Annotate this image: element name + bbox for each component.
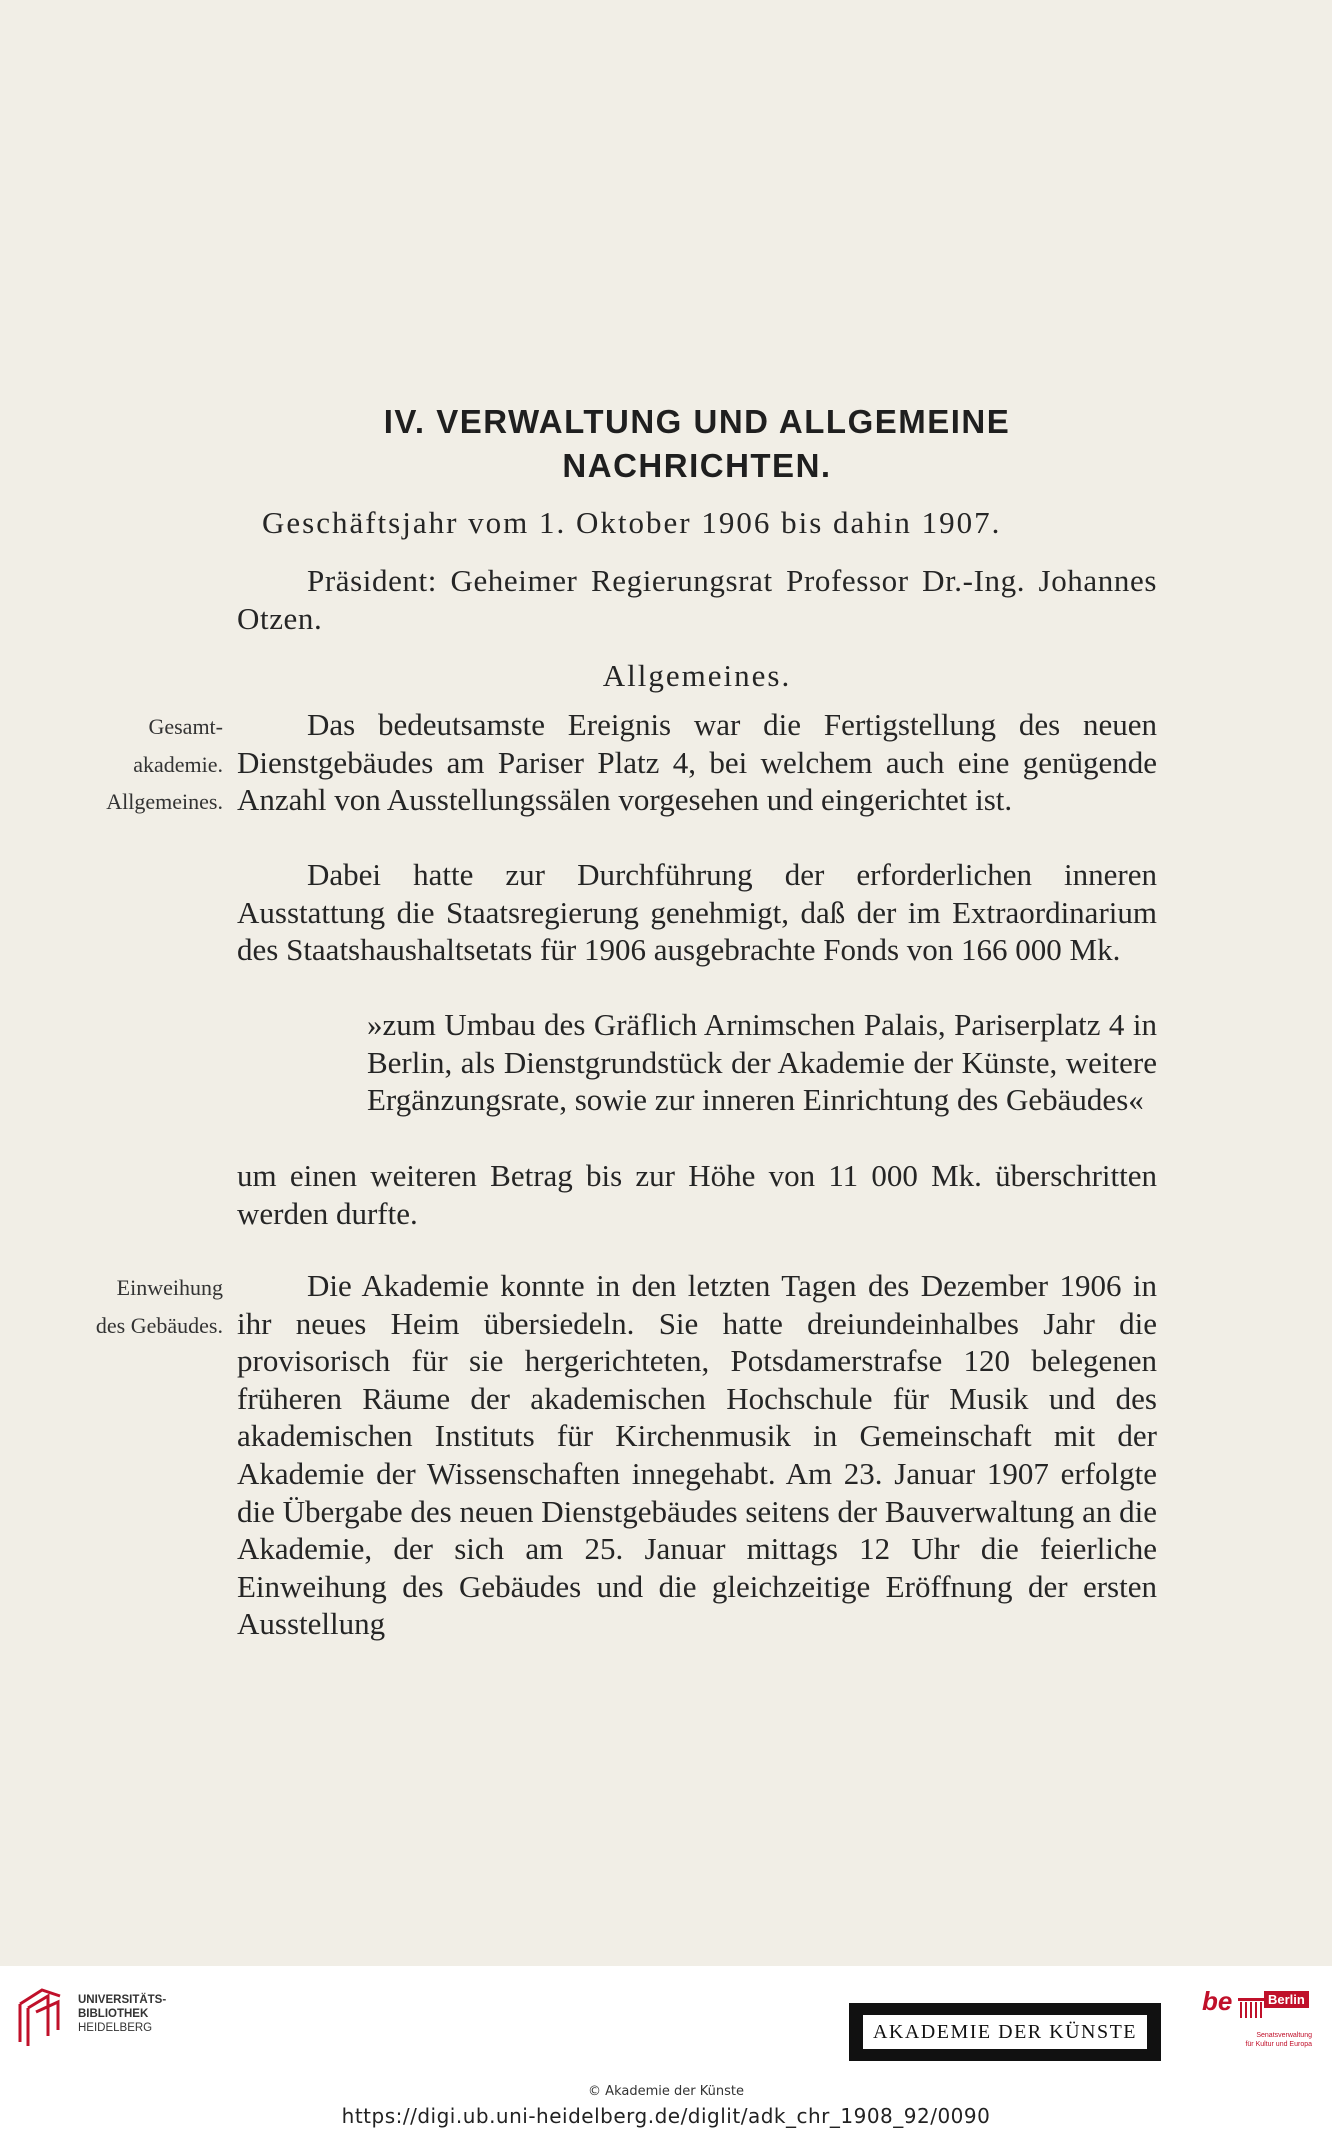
section-title: Allgemeines. <box>602 658 792 693</box>
margin-note-line: akademie. <box>133 751 223 777</box>
copyright-notice: © Akademie der Künste <box>588 2084 744 2099</box>
senate-line: für Kultur und Europa <box>1245 2041 1312 2048</box>
berlin-tag: Berlin <box>1264 1991 1309 2008</box>
library-line: HEIDELBERG <box>78 2022 153 2034</box>
akademie-logo-label: AKADEMIE DER KÜNSTE <box>863 2015 1147 2049</box>
margin-note-gesamtakademie <box>53 708 223 821</box>
akademie-logo <box>849 2003 1161 2061</box>
margin-note-einweihung <box>53 1269 223 1344</box>
be-berlin-logo-word: be <box>1202 1986 1233 2016</box>
senate-text <box>1228 2031 1312 2049</box>
paragraph-betrag: um einen weiteren Betrag bis zur Höhe von 11 000 Mk. überschritten werden durfte. <box>237 1158 1157 1231</box>
margin-note-line: Allgemeines. <box>106 789 223 815</box>
president-line: Präsident: Geheimer Regierungsrat Professor Dr.-Ing. Johannes Otzen. <box>237 563 1157 636</box>
paragraph-ausstattung: Dabei hatte zur Durchführung der erforderlichen inneren Ausstattung die Staatsregierung genehmigt, daß der im Extraordinarium des Staatshaushaltsetats für 1906 ausgebrachte Fonds von 166 000 Mk. <box>237 857 1157 968</box>
margin-note-line: Gesamt- <box>148 714 223 739</box>
chapter-heading <box>232 400 1162 488</box>
chapter-heading-line-2: NACHRICHTEN. <box>562 447 832 484</box>
university-library-name <box>78 1993 218 2035</box>
paragraph-einweihung: Die Akademie konnte in den letzten Tagen des Dezember 1906 in ihr neues Heim übersiedeln. Sie hatte dreiundeinhalbes Jahr die provisorisch für sie hergerichteten, Potsdamerstrafse 120 belegenen früheren Räume der akademischen Hochschule für Musik und des akademischen Instituts für Kirchenmusik in Gemeinschaft mit der Akademie der Wissenschaften innegehabt. Am 23. Januar 1907 erfolgte die Übergabe des neuen Dienstgebäudes seitens der Bauverwaltung an die Akademie, der sich am 25. Januar mittags 12 Uhr die feierliche Einweihung des Gebäudes und die gleichzeitige Eröffnung der ersten Ausstellung <box>237 1268 1157 1642</box>
brandenburg-gate-icon <box>1238 1996 1264 2020</box>
margin-note-line: Einweihung <box>116 1275 223 1300</box>
university-library-logo-icon <box>14 1986 66 2048</box>
source-url-link[interactable]: https://digi.ub.uni-heidelberg.de/diglit/adk_chr_1908_92/0090 <box>341 2104 991 2128</box>
fiscal-year-line: Geschäftsjahr vom 1. Oktober 1906 bis dahin 1907. <box>262 505 1002 540</box>
quoted-budget-title: »zum Umbau des Gräflich Arnimschen Palais, Pariserplatz 4 in Berlin, als Dienstgrundstück der Akademie der Künste, weitere Ergänzungsrate, sowie zur inneren Einrichtung des Gebäudes« <box>367 1007 1157 1118</box>
paragraph-ereignis: Das bedeutsamste Ereignis war die Fertigstellung des neuen Dienstgebäudes am Pariser Platz 4, bei welchem auch eine genügende Anzahl von Ausstellungssälen vorgesehen und eingerichtet ist. <box>237 707 1157 818</box>
margin-note-line: des Gebäudes. <box>95 1312 223 1338</box>
library-line: BIBLIOTHEK <box>78 2008 149 2020</box>
senate-line: Senatsverwaltung <box>1256 2032 1312 2039</box>
chapter-heading-line-1: IV. VERWALTUNG UND ALLGEMEINE <box>383 403 1011 440</box>
library-line: UNIVERSITÄTS- <box>78 1994 167 2006</box>
